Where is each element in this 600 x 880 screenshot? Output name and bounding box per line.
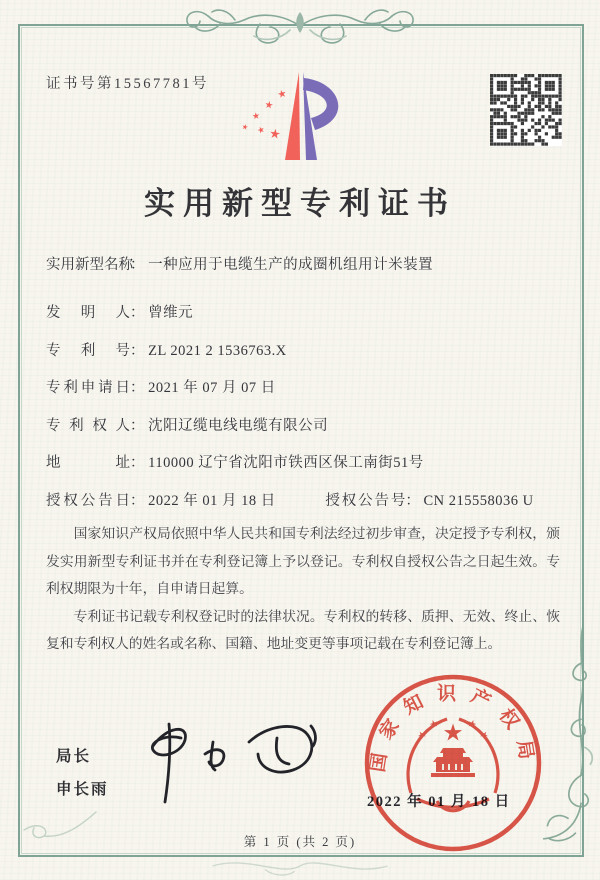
- field-value: 曾维元: [148, 305, 194, 321]
- colon: ：: [130, 305, 145, 321]
- colon: ：: [130, 455, 145, 471]
- grant-date-stamp-line: 2022 年 01 月 18 日: [367, 794, 511, 810]
- field-label: 专利权人: [46, 417, 130, 434]
- colon: ：: [130, 380, 145, 396]
- field-label: 发明人: [46, 305, 130, 321]
- field-label: 专利申请日: [46, 380, 130, 396]
- director-name: 申长雨: [56, 781, 109, 798]
- legal-paragraph: 专利证书记载专利权登记时的法律状况。专利权的转移、质押、无效、终止、恢复和专利权人的姓名或名称、国籍、地址变更等事项记载在专利登记簿上。: [46, 608, 560, 652]
- qr-code-icon: [490, 74, 562, 146]
- field-grant-number-value: CN 215558036 U: [423, 492, 534, 509]
- colon: ：: [130, 257, 145, 273]
- field-list: [46, 254, 564, 527]
- field-value: 2021 年 07 月 07 日: [148, 380, 276, 396]
- page-number: 第 1 页 (共 2 页): [243, 835, 357, 849]
- colon: ：: [405, 492, 420, 509]
- certificate-number: 证书号第15567781号: [46, 76, 209, 92]
- certificate-title: 实用新型专利证书: [144, 186, 456, 221]
- legal-text-block: [46, 520, 560, 658]
- field-grant-row: [46, 490, 564, 512]
- field-label: 专利号: [46, 342, 130, 359]
- field-value: ZL 2021 2 1536763.X: [148, 342, 287, 359]
- field-value: 110000 辽宁省沈阳市铁西区保工南街51号: [148, 455, 424, 471]
- colon: ：: [130, 492, 145, 509]
- field-filing-date: [46, 377, 564, 399]
- field-grant-date-label: 授权公告日: [46, 492, 130, 509]
- field-grant-date-value: 2022 年 01 月 18 日: [148, 492, 276, 509]
- field-utility-model-name: [46, 254, 564, 276]
- field-grant-number-label: 授权公告号: [325, 492, 406, 509]
- cnipa-patent-logo-icon: [237, 66, 367, 166]
- field-label: 实用新型名称: [46, 257, 133, 273]
- field-patentee: [46, 415, 564, 437]
- director-block: [56, 744, 109, 810]
- field-address: [46, 452, 564, 474]
- national-emblem-icon: [408, 719, 498, 811]
- colon: ：: [130, 342, 145, 359]
- handwritten-signature-icon: [125, 712, 335, 812]
- cnipa-official-seal-icon: [358, 668, 548, 858]
- field-label: 地址: [46, 455, 130, 471]
- seal-ring-text: 国家知识产权局: [367, 683, 539, 774]
- legal-paragraph: 国家知识产权局依照中华人民共和国专利法经过初步审查，决定授予专利权，颁发实用新型专利证书并在专利登记簿上予以登记。专利权自授权公告之日起生效。专利权期限为十年，自申请日起算。: [46, 526, 560, 597]
- field-patent-number: [46, 340, 564, 362]
- field-value: 一种应用于电缆生产的成圈机组用计米装置: [148, 257, 434, 273]
- colon: ：: [130, 417, 145, 434]
- director-role: 局长: [56, 748, 92, 765]
- field-value: 沈阳辽缆电线电缆有限公司: [148, 417, 329, 434]
- top-flourish-ornament: [140, 0, 460, 56]
- field-inventor: [46, 302, 564, 324]
